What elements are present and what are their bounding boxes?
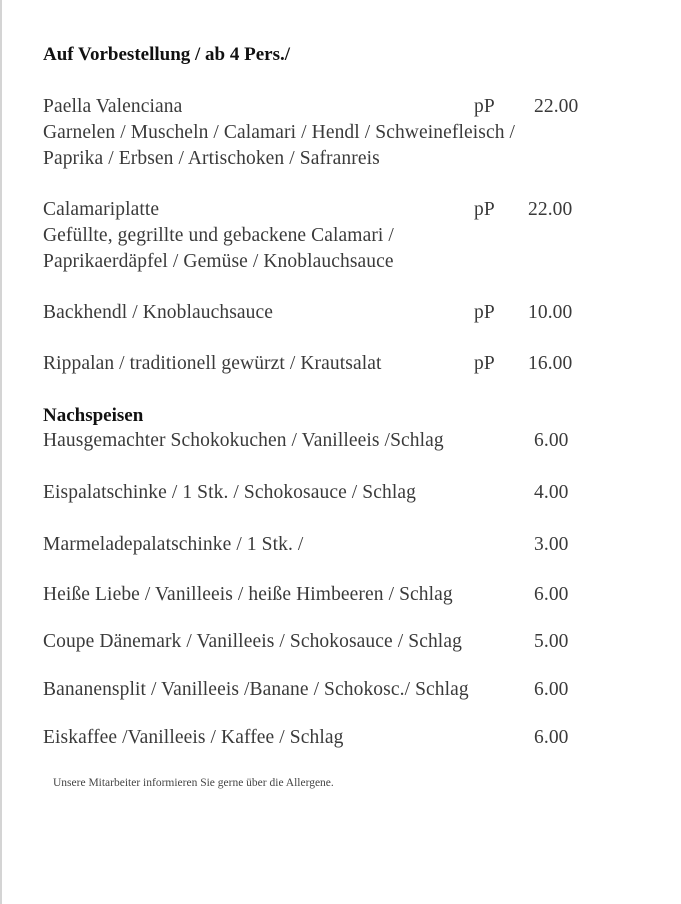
item-unit-calamariplatte: pP: [474, 199, 495, 220]
item-price-eispalatschinke: 4.00: [534, 482, 569, 503]
item-name-eiskaffee: Eiskaffee /Vanilleeis / Kaffee / Schlag: [43, 727, 344, 748]
item-name-heisse-liebe: Heiße Liebe / Vanilleeis / heiße Himbeeren / Schlag: [43, 584, 453, 605]
item-price-paella: 22.00: [534, 96, 579, 117]
page-left-border: [0, 0, 2, 904]
item-name-bananensplit: Bananensplit / Vanilleeis /Banane / Schokosc./ Schlag: [43, 679, 469, 700]
item-price-calamariplatte: 22.00: [528, 199, 573, 220]
item-price-bananensplit: 6.00: [534, 679, 569, 700]
item-name-calamariplatte: Calamariplatte: [43, 199, 160, 220]
item-name-eispalatschinke: Eispalatschinke / 1 Stk. / Schokosauce / Schlag: [43, 482, 416, 503]
item-price-schokokuchen: 6.00: [534, 430, 569, 451]
item-name-rippalan: Rippalan / traditionell gewürzt / Krautsalat: [43, 353, 382, 374]
item-price-backhendl: 10.00: [528, 302, 573, 323]
item-desc-calamariplatte-2: Paprikaerdäpfel / Gemüse / Knoblauchsauce: [43, 251, 394, 272]
item-price-marmeladepalatschinke: 3.00: [534, 534, 569, 555]
item-price-coupe-daenemark: 5.00: [534, 631, 569, 652]
item-name-marmeladepalatschinke: Marmeladepalatschinke / 1 Stk. /: [43, 534, 304, 555]
item-unit-rippalan: pP: [474, 353, 495, 374]
item-unit-backhendl: pP: [474, 302, 495, 323]
item-name-schokokuchen: Hausgemachter Schokokuchen / Vanilleeis /Schlag: [43, 430, 444, 451]
item-price-heisse-liebe: 6.00: [534, 584, 569, 605]
section-title-desserts: Nachspeisen: [43, 405, 144, 426]
item-desc-paella-1: Garnelen / Muscheln / Calamari / Hendl / Schweinefleisch /: [43, 122, 516, 143]
allergen-note: Unsere Mitarbeiter informieren Sie gerne über die Allergene.: [53, 777, 334, 789]
item-price-eiskaffee: 6.00: [534, 727, 569, 748]
item-desc-calamariplatte-1: Gefüllte, gegrillte und gebackene Calamari /: [43, 225, 394, 246]
item-unit-paella: pP: [474, 96, 495, 117]
item-name-paella: Paella Valenciana: [43, 96, 183, 117]
item-desc-paella-2: Paprika / Erbsen / Artischoken / Safranreis: [43, 148, 380, 169]
item-name-coupe-daenemark: Coupe Dänemark / Vanilleeis / Schokosauce / Schlag: [43, 631, 462, 652]
item-price-rippalan: 16.00: [528, 353, 573, 374]
item-name-backhendl: Backhendl / Knoblauchsauce: [43, 302, 274, 323]
section-title-preorder: Auf Vorbestellung / ab 4 Pers./: [43, 44, 291, 65]
